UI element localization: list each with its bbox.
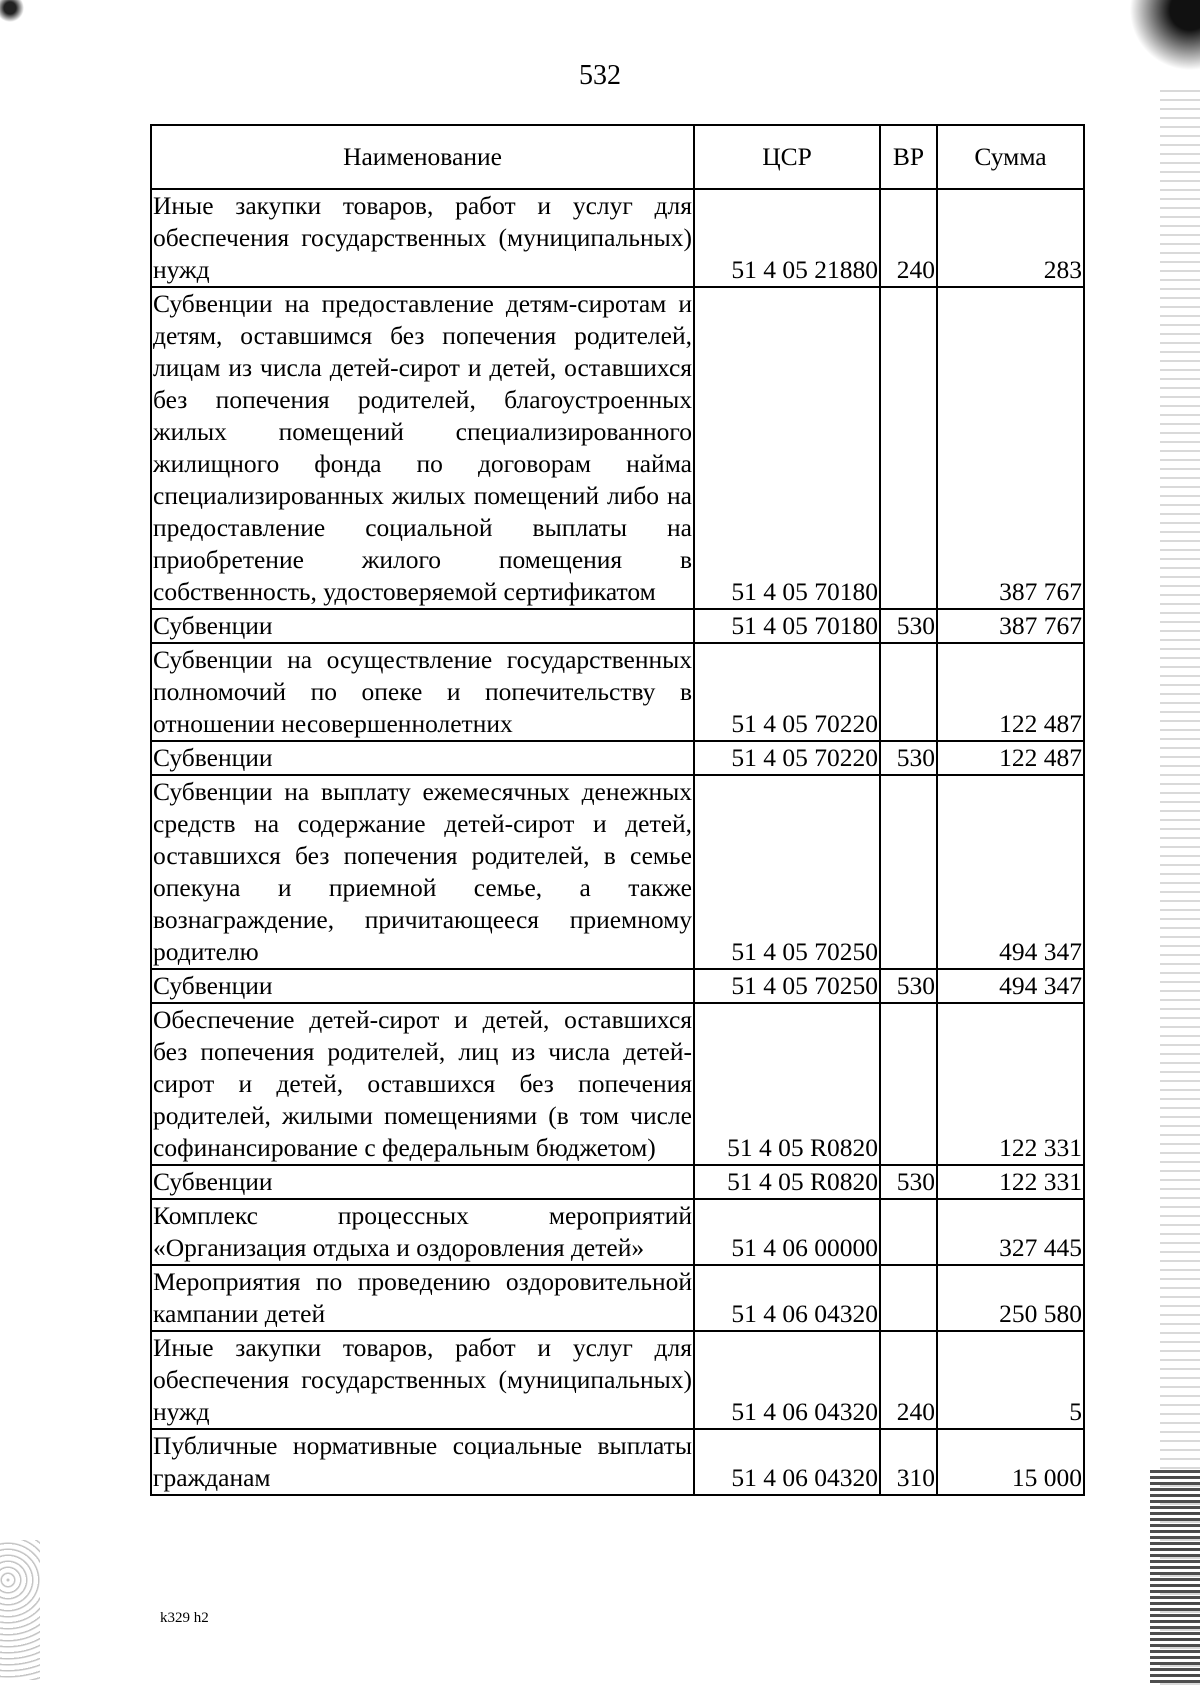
row-name: Субвенции на осуществление государственных полномочий по опеке и попечительству в отношении несовершеннолетних xyxy=(151,643,694,741)
row-csr: 51 4 06 04320 xyxy=(694,1331,880,1429)
row-csr: 51 4 05 21880 xyxy=(694,189,880,287)
row-sum: 122 487 xyxy=(937,741,1084,775)
table-row xyxy=(151,1331,1084,1429)
row-name: Субвенции xyxy=(151,1165,694,1199)
row-name: Субвенции xyxy=(151,609,694,643)
row-vr xyxy=(880,1199,937,1265)
row-name: Иные закупки товаров, работ и услуг для обеспечения государственных (муниципальных) нужд xyxy=(151,189,694,287)
row-csr: 51 4 05 R0820 xyxy=(694,1003,880,1165)
row-csr: 51 4 06 00000 xyxy=(694,1199,880,1265)
row-name: Публичные нормативные социальные выплаты гражданам xyxy=(151,1429,694,1495)
row-csr: 51 4 05 R0820 xyxy=(694,1165,880,1199)
row-sum: 122 331 xyxy=(937,1003,1084,1165)
row-csr: 51 4 05 70250 xyxy=(694,775,880,969)
header-sum: Сумма xyxy=(937,125,1084,189)
row-csr: 51 4 05 70220 xyxy=(694,741,880,775)
row-name: Субвенции xyxy=(151,741,694,775)
table-row xyxy=(151,1003,1084,1165)
row-name: Мероприятия по проведению оздоровительной кампании детей xyxy=(151,1265,694,1331)
row-sum: 387 767 xyxy=(937,609,1084,643)
scan-edge-mark xyxy=(1160,90,1200,1686)
table-row xyxy=(151,189,1084,287)
table-header-row xyxy=(151,125,1084,189)
table-row xyxy=(151,1165,1084,1199)
row-sum: 122 331 xyxy=(937,1165,1084,1199)
table-row xyxy=(151,1199,1084,1265)
scan-edge-mark xyxy=(0,1540,40,1680)
row-vr: 530 xyxy=(880,1165,937,1199)
page-number: 532 xyxy=(579,60,621,91)
row-vr: 240 xyxy=(880,189,937,287)
row-sum: 15 000 xyxy=(937,1429,1084,1495)
header-vr: ВР xyxy=(880,125,937,189)
row-vr: 530 xyxy=(880,609,937,643)
row-vr xyxy=(880,775,937,969)
table-row xyxy=(151,287,1084,609)
row-vr xyxy=(880,1265,937,1331)
row-vr: 530 xyxy=(880,741,937,775)
row-csr: 51 4 05 70250 xyxy=(694,969,880,1003)
row-sum: 122 487 xyxy=(937,643,1084,741)
row-vr: 310 xyxy=(880,1429,937,1495)
row-csr: 51 4 05 70220 xyxy=(694,643,880,741)
header-name: Наименование xyxy=(151,125,694,189)
table-row xyxy=(151,1265,1084,1331)
row-name: Иные закупки товаров, работ и услуг для обеспечения государственных (муниципальных) нужд xyxy=(151,1331,694,1429)
row-vr xyxy=(880,1003,937,1165)
row-name: Обеспечение детей-сирот и детей, оставшихся без попечения родителей, лиц из числа детей-сирот и детей, оставшихся без попечения родителей, жилыми помещениями (в том числе софинансирование с федеральным бюджетом) xyxy=(151,1003,694,1165)
row-sum: 327 445 xyxy=(937,1199,1084,1265)
scan-edge-mark xyxy=(0,0,60,40)
row-csr: 51 4 06 04320 xyxy=(694,1265,880,1331)
row-vr: 530 xyxy=(880,969,937,1003)
row-csr: 51 4 05 70180 xyxy=(694,609,880,643)
table-row xyxy=(151,643,1084,741)
table-row xyxy=(151,775,1084,969)
table-row xyxy=(151,1429,1084,1495)
budget-table xyxy=(150,124,1085,1496)
row-sum: 283 xyxy=(937,189,1084,287)
row-sum: 250 580 xyxy=(937,1265,1084,1331)
row-name: Субвенции на выплату ежемесячных денежных средств на содержание детей-сирот и детей, оставшихся без попечения родителей, в семье опекуна и приемной семье, а также вознаграждение, причитающееся приемному родителю xyxy=(151,775,694,969)
row-sum: 387 767 xyxy=(937,287,1084,609)
header-csr: ЦСР xyxy=(694,125,880,189)
footer-code: k329 h2 xyxy=(160,1610,209,1626)
row-csr: 51 4 05 70180 xyxy=(694,287,880,609)
table-row xyxy=(151,609,1084,643)
row-name: Субвенции xyxy=(151,969,694,1003)
table-row xyxy=(151,741,1084,775)
row-sum: 494 347 xyxy=(937,775,1084,969)
row-vr xyxy=(880,643,937,741)
row-name: Субвенции на предоставление детям-сиротам и детям, оставшимся без попечения родителей, лицам из числа детей-сирот и детей, оставшихся без попечения родителей, благоустроенных жилых помещений специализированного жилищного фонда по договорам найма специализированных жилых помещений либо на предоставление социальной выплаты на приобретение жилого помещения в собственность, удостоверяемой сертификатом xyxy=(151,287,694,609)
row-sum: 5 xyxy=(937,1331,1084,1429)
row-csr: 51 4 06 04320 xyxy=(694,1429,880,1495)
row-vr xyxy=(880,287,937,609)
row-sum: 494 347 xyxy=(937,969,1084,1003)
row-vr: 240 xyxy=(880,1331,937,1429)
scan-edge-mark xyxy=(1150,1470,1200,1686)
row-name: Комплекс процессных мероприятий «Организация отдыха и оздоровления детей» xyxy=(151,1199,694,1265)
table-row xyxy=(151,969,1084,1003)
